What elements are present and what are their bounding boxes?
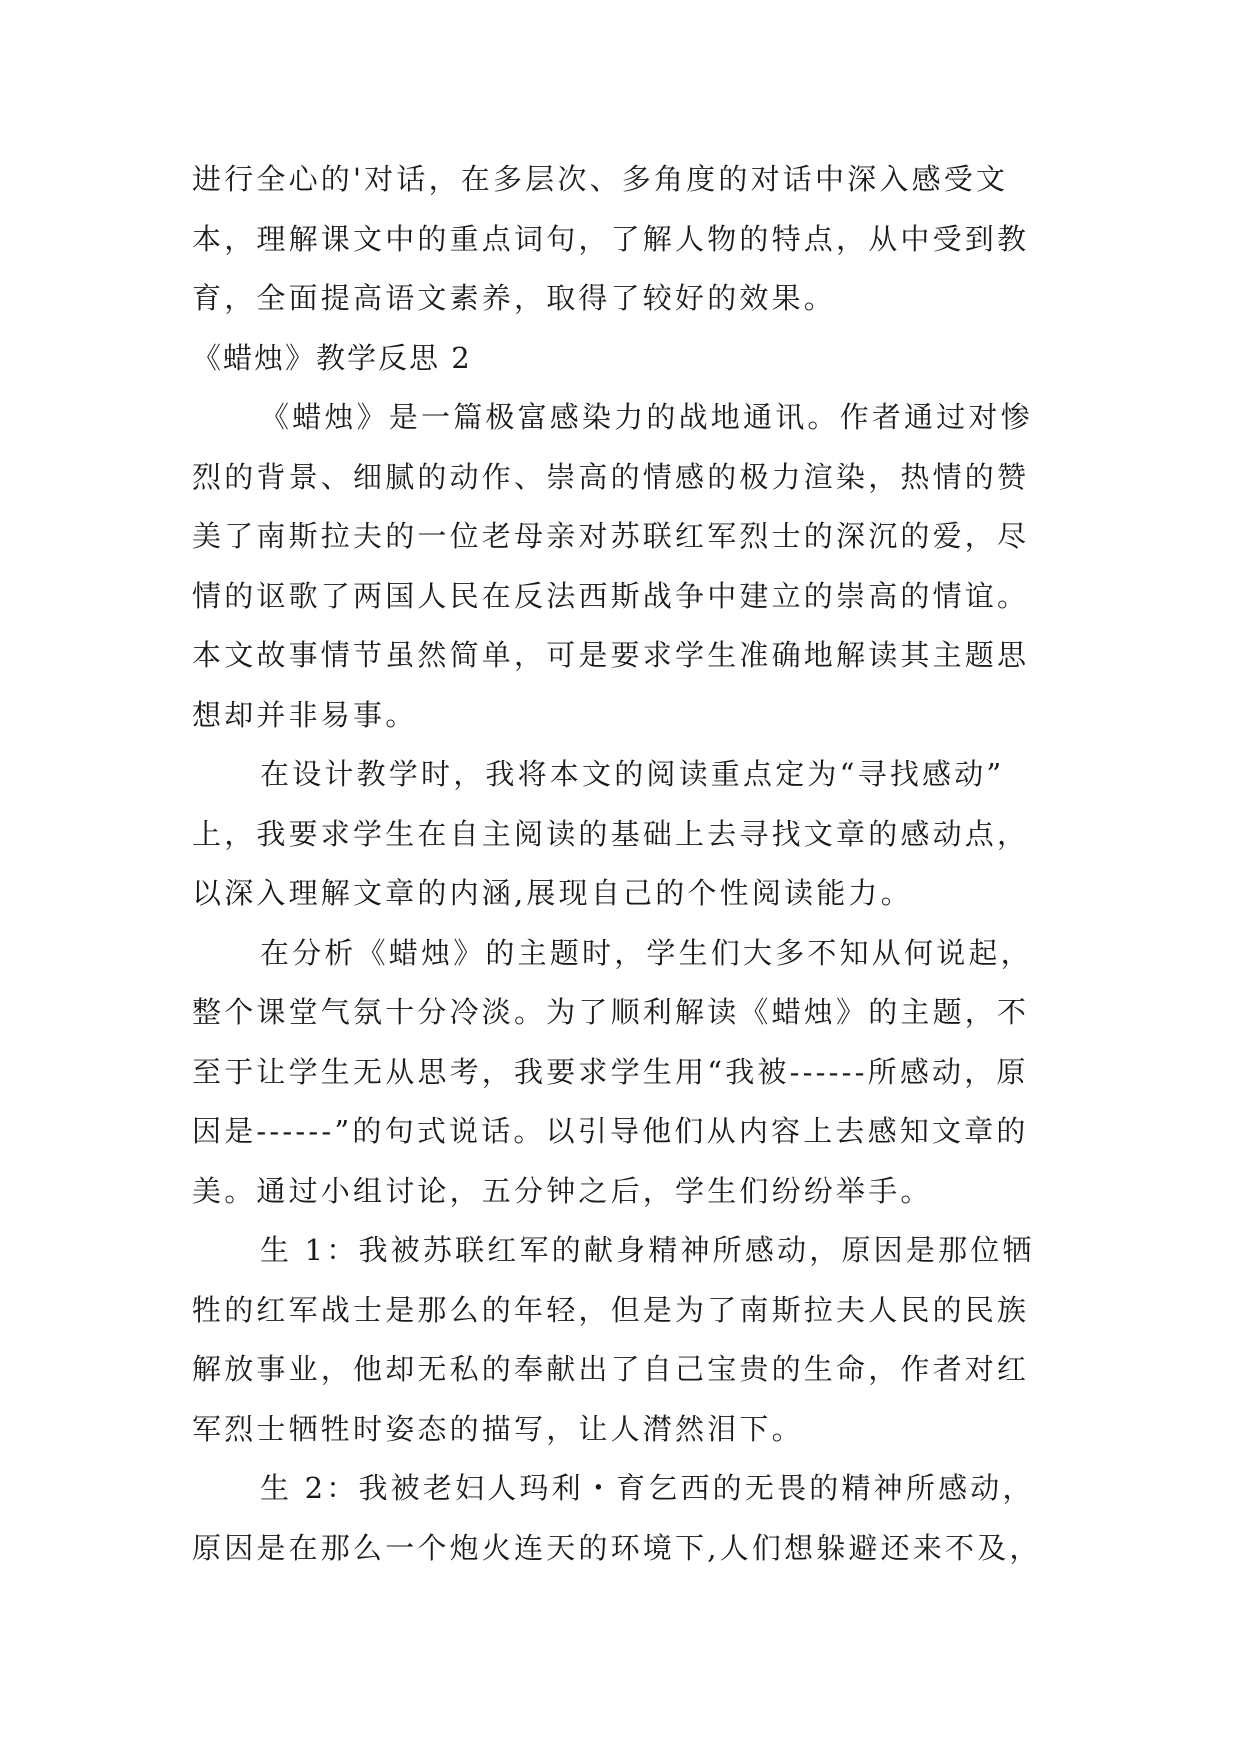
text-line: 烈的背景、细腻的动作、崇高的情感的极力渲染，热情的赞 (192, 459, 1030, 494)
paragraph-first-line: 在设计教学时，我将本文的阅读重点定为“寻找感动” (260, 757, 1005, 791)
paragraph-first-line: 生 2：我被老妇人玛利・育乞西的无畏的精神所感动， (260, 1471, 1035, 1505)
text-line: 美。通过小组讨论，五分钟之后，学生们纷纷举手。 (192, 1173, 933, 1208)
text-line: 进行全心的'对话，在多层次、多角度的对话中深入感受文 (192, 162, 1009, 196)
text-line: 整个课堂气氛十分冷淡。为了顺利解读《蜡烛》的主题，不 (192, 995, 1030, 1029)
text-line: 育，全面提高语文素养，取得了较好的效果。 (192, 281, 837, 315)
text-line: 情的讴歌了两国人民在反法西斯战争中建立的崇高的情谊。 (192, 578, 1030, 613)
text-line: 解放事业，他却无私的奉献出了自己宝贵的生命，作者对红 (192, 1352, 1030, 1386)
text-line: 牲的红军战士是那么的年轻，但是为了南斯拉夫人民的民族 (192, 1292, 1030, 1327)
text-line: 上，我要求学生在自主阅读的基础上去寻找文章的感动点， (192, 816, 1030, 851)
text-line: 军烈士牺牲时姿态的描写，让人潸然泪下。 (192, 1411, 804, 1446)
text-line: 以深入理解文章的内涵,展现自己的个性阅读能力。 (192, 876, 913, 910)
paragraph-first-line: 在分析《蜡烛》的主题时，学生们大多不知从何说起， (260, 935, 1033, 970)
text-line: 至于让学生无从思考，我要求学生用“我被------所感动，原 (192, 1054, 1029, 1089)
text-line: 因是------”的句式说话。以引导他们从内容上去感知文章的 (192, 1114, 1029, 1148)
text-line: 本文故事情节虽然简单，可是要求学生准确地解读其主题思 (192, 638, 1030, 672)
text-line: 美了南斯拉夫的一位老母亲对苏联红军烈士的深沉的爱，尽 (192, 519, 1030, 553)
text-line: 想却并非易事。 (192, 697, 418, 732)
text-line: 原因是在那么一个炮火连天的环境下,人们想躲避还来不及， (192, 1530, 1042, 1565)
text-line: 本，理解课文中的重点词句，了解人物的特点，从中受到教 (192, 221, 1030, 256)
paragraph-first-line: 生 1：我被苏联红军的献身精神所感动，原因是那位牺 (260, 1233, 1035, 1267)
paragraph-first-line: 《蜡烛》是一篇极富感染力的战地通讯。作者通过对惨 (260, 400, 1033, 434)
section-heading: 《蜡烛》教学反思 2 (192, 340, 472, 375)
document-body (192, 150, 1050, 1578)
